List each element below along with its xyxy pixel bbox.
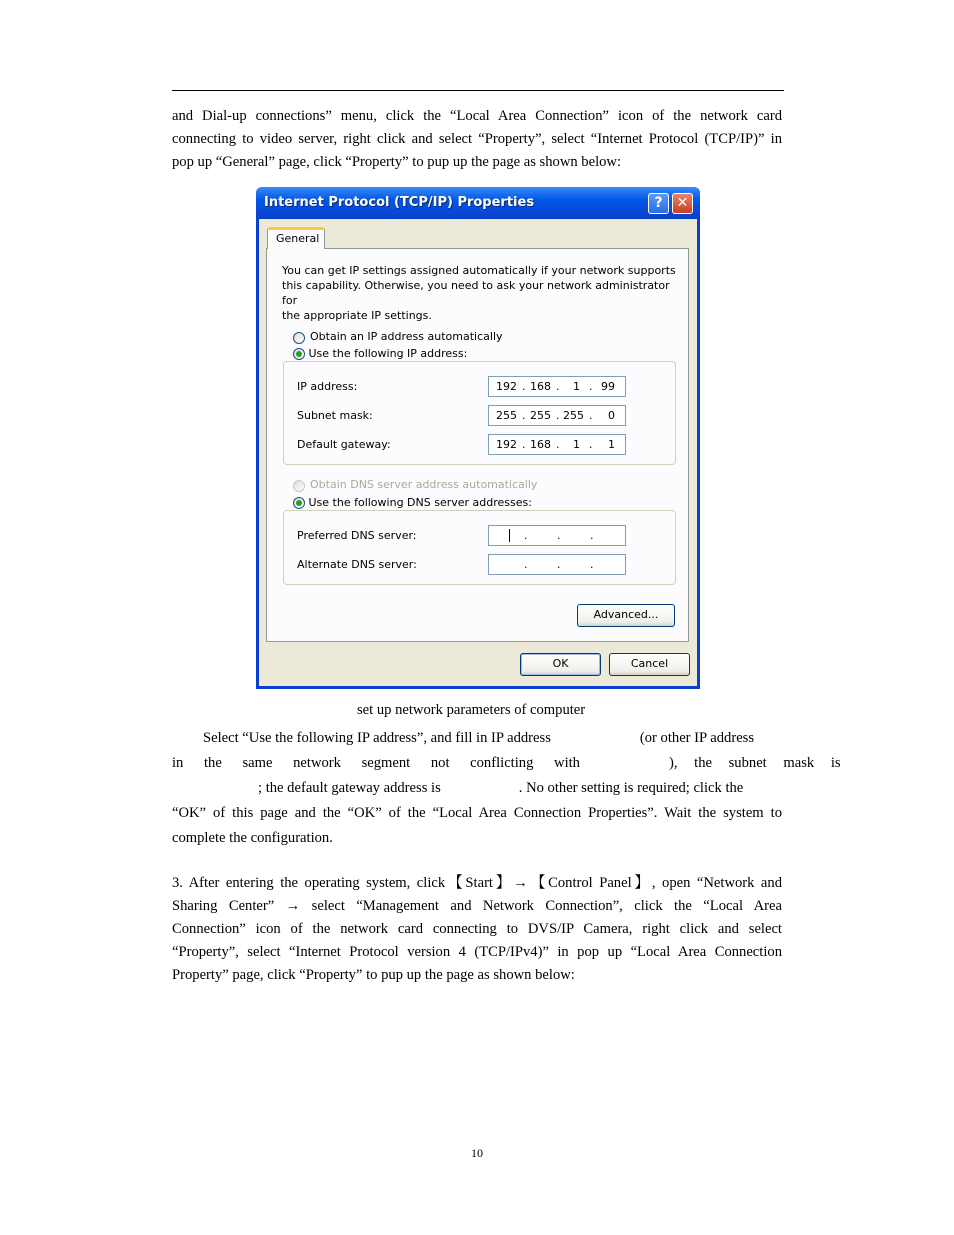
subnet-mask-label: Subnet mask: [297, 409, 373, 422]
advanced-button[interactable]: Advanced... [577, 604, 675, 627]
gateway-octet: 1 [608, 438, 615, 451]
step3-line: Sharing Center” → select “Management and Network Connection”, click the “Local Area [172, 898, 782, 914]
use-ip-label: Use the following IP address: [308, 347, 468, 360]
ip-address-field[interactable]: 192 . 168 . 1 . 99 [488, 376, 626, 397]
subnet-octet: 255 [530, 409, 551, 422]
page-number: 10 [471, 1146, 483, 1160]
text-caret [509, 529, 510, 542]
subnet-mask-field[interactable]: 255 . 255 . 255 . 0 [488, 405, 626, 426]
step-text: in the same network segment not conflicting with [172, 755, 580, 771]
ip-address-label: IP address: [297, 380, 358, 393]
step-line [172, 751, 841, 776]
ip-octet: 99 [601, 380, 615, 393]
preferred-dns-field[interactable]: . . . [488, 525, 626, 546]
ip-octet: 1 [573, 380, 580, 393]
obtain-ip-radio[interactable] [293, 332, 305, 344]
obtain-ip-label: Obtain an IP address automatically [310, 330, 503, 343]
description-line: You can get IP settings assigned automatically if your network supports [282, 264, 676, 277]
subnet-octet: 255 [496, 409, 517, 422]
subnet-octet: 0 [608, 409, 615, 422]
use-ip-option [289, 347, 471, 360]
intro-line: pop up “General” page, click “Property” to pup up the page as shown below: [172, 154, 622, 170]
step-line: complete the configuration. [172, 830, 333, 846]
tcpip-properties-dialog [256, 187, 700, 689]
help-icon[interactable]: ? [648, 193, 669, 214]
default-gateway-label: Default gateway: [297, 438, 391, 451]
cancel-button[interactable]: Cancel [609, 653, 690, 676]
intro-paragraph [172, 105, 782, 174]
figure-caption: set up network parameters of computer [357, 702, 586, 718]
use-dns-option [289, 496, 536, 509]
header-rule [172, 90, 784, 91]
step-line [172, 726, 782, 751]
intro-line: connecting to video server, right click and select “Property”, select “Internet Protocol (TCP/IP)” in [172, 131, 782, 147]
step-text: ; the default gateway address is [258, 780, 441, 796]
preferred-dns-label: Preferred DNS server: [297, 529, 417, 542]
gateway-octet: 168 [530, 438, 551, 451]
step3-line: 3. After entering the operating system, click【Start】→【Control Panel】, open “Network and [172, 875, 782, 891]
step-line [172, 776, 782, 801]
step-line: “OK” of this page and the “OK” of the “Local Area Connection Properties”. Wait the system to [172, 805, 782, 821]
tab-general[interactable]: General [267, 227, 325, 249]
ip-octet: 192 [496, 380, 517, 393]
description-line: this capability. Otherwise, you need to ask your network administrator for [282, 279, 670, 307]
use-dns-label: Use the following DNS server addresses: [308, 496, 532, 509]
default-gateway-field[interactable]: 192 . 168 . 1 . 1 [488, 434, 626, 455]
step-paragraph [172, 726, 841, 851]
obtain-dns-radio[interactable] [293, 480, 305, 492]
step3-paragraph [172, 872, 782, 987]
alternate-dns-field[interactable]: . . . [488, 554, 626, 575]
close-icon[interactable]: ✕ [672, 193, 693, 214]
use-dns-radio[interactable] [293, 497, 305, 509]
use-ip-radio[interactable] [293, 348, 305, 360]
description-line: the appropriate IP settings. [282, 309, 432, 322]
gateway-octet: 1 [573, 438, 580, 451]
step3-line: Connection” icon of the network card connecting to DVS/IP Camera, right click and select [172, 921, 782, 937]
ok-button[interactable]: OK [520, 653, 601, 676]
dialog-title: Internet Protocol (TCP/IP) Properties [264, 195, 535, 210]
description-text [282, 263, 688, 323]
step3-line: Property” page, click “Property” to pup up the page as shown below: [172, 967, 575, 983]
dialog-client-area [259, 219, 697, 686]
dialog-titlebar [256, 187, 700, 219]
step-text: ), the subnet mask is [668, 755, 841, 771]
step-text: Select “Use the following IP address”, and fill in IP address [203, 730, 551, 746]
step-text: . No other setting is required; click the [518, 780, 744, 796]
step-text: (or other IP address [639, 730, 755, 746]
intro-line: and Dial-up connections” menu, click the “Local Area Connection” icon of the network card [172, 108, 782, 124]
step3-line: “Property”, select “Internet Protocol version 4 (TCP/IPv4)” in pop up “Local Area Connection [172, 944, 782, 960]
obtain-dns-label: Obtain DNS server address automatically [310, 478, 538, 491]
ip-octet: 168 [530, 380, 551, 393]
subnet-octet: 255 [563, 409, 584, 422]
gateway-octet: 192 [496, 438, 517, 451]
general-panel [266, 248, 689, 642]
alternate-dns-label: Alternate DNS server: [297, 558, 417, 571]
